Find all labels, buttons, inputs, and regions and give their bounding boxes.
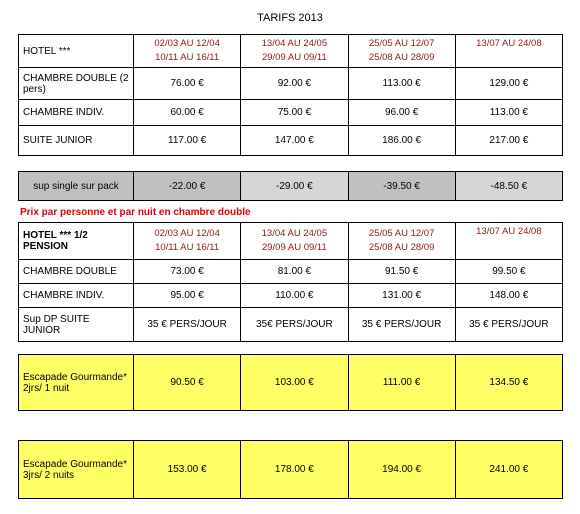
row-label: CHAMBRE DOUBLE (2 pers): [19, 68, 134, 100]
table-row: [19, 126, 563, 156]
price-cell: 111.00 €: [348, 355, 455, 411]
price-cell: 131.00 €: [348, 284, 455, 308]
price-cell: 35 € PERS/JOUR: [348, 308, 455, 342]
price-cell: 194.00 €: [348, 441, 455, 499]
table-row: [19, 68, 563, 100]
price-cell: 148.00 €: [455, 284, 562, 308]
price-cell: 117.00 €: [134, 126, 241, 156]
row-label: sup single sur pack: [19, 172, 134, 201]
price-cell: -29.00 €: [241, 172, 348, 201]
price-cell: 153.00 €: [134, 441, 241, 499]
table-header-row: [19, 223, 563, 260]
hotel-header-label: HOTEL ***: [19, 35, 134, 68]
half-board-rates-table: [18, 222, 563, 342]
period-header: 13/07 AU 24/08: [455, 223, 562, 260]
period-header: 13/04 AU 24/05 29/09 AU 09/11: [241, 223, 348, 260]
price-cell: -22.00 €: [134, 172, 241, 201]
hotel-rates-table: [18, 34, 563, 156]
price-cell: 96.00 €: [348, 100, 455, 126]
table-row: [19, 284, 563, 308]
table-header-row: [19, 35, 563, 68]
sup-single-table: [18, 171, 563, 201]
price-cell: 186.00 €: [348, 126, 455, 156]
price-cell: 75.00 €: [241, 100, 348, 126]
price-cell: 35 € PERS/JOUR: [134, 308, 241, 342]
price-cell: 90.50 €: [134, 355, 241, 411]
table-row: [19, 355, 563, 411]
price-cell: 81.00 €: [241, 260, 348, 284]
price-cell: 134.50 €: [455, 355, 562, 411]
price-cell: 73.00 €: [134, 260, 241, 284]
page-title: TARIFS 2013: [257, 12, 323, 24]
period-header: 02/03 AU 12/04 10/11 AU 16/11: [134, 35, 241, 68]
price-cell: 35 € PERS/JOUR: [455, 308, 562, 342]
price-cell: 178.00 €: [241, 441, 348, 499]
price-cell: -39.50 €: [348, 172, 455, 201]
period-header: 25/05 AU 12/07 25/08 AU 28/09: [348, 223, 455, 260]
period-header: 02/03 AU 12/04 10/11 AU 16/11: [134, 223, 241, 260]
price-cell: 113.00 €: [455, 100, 562, 126]
period-header: 13/07 AU 24/08: [455, 35, 562, 68]
price-cell: 35€ PERS/JOUR: [241, 308, 348, 342]
table-row: [19, 260, 563, 284]
price-cell: 91.50 €: [348, 260, 455, 284]
price-cell: 60.00 €: [134, 100, 241, 126]
price-cell: -48.50 €: [455, 172, 562, 201]
price-cell: 113.00 €: [348, 68, 455, 100]
price-cell: 147.00 €: [241, 126, 348, 156]
table-row: [19, 441, 563, 499]
row-label: CHAMBRE DOUBLE: [19, 260, 134, 284]
row-label: Escapade Gourmande* 3jrs/ 2 nuits: [19, 441, 134, 499]
price-cell: 92.00 €: [241, 68, 348, 100]
escapade-1-table: [18, 354, 563, 411]
period-header: 13/04 AU 24/05 29/09 AU 09/11: [241, 35, 348, 68]
price-cell: 76.00 €: [134, 68, 241, 100]
price-cell: 99.50 €: [455, 260, 562, 284]
price-cell: 95.00 €: [134, 284, 241, 308]
price-cell: 217.00 €: [455, 126, 562, 156]
row-label: CHAMBRE INDIV.: [19, 100, 134, 126]
row-label: Escapade Gourmande* 2jrs/ 1 nuit: [19, 355, 134, 411]
price-cell: 110.00 €: [241, 284, 348, 308]
table-row: [19, 308, 563, 342]
row-label: Sup DP SUITE JUNIOR: [19, 308, 134, 342]
row-label: SUITE JUNIOR: [19, 126, 134, 156]
escapade-2-table: [18, 440, 563, 499]
row-label: CHAMBRE INDIV.: [19, 284, 134, 308]
price-cell: 129.00 €: [455, 68, 562, 100]
price-cell: 241.00 €: [455, 441, 562, 499]
period-header: 25/05 AU 12/07 25/08 AU 28/09: [348, 35, 455, 68]
table-row: [19, 100, 563, 126]
hotel-header-label: HOTEL *** 1/2 PENSION: [19, 223, 134, 260]
table-row: [19, 172, 563, 201]
price-cell: 103.00 €: [241, 355, 348, 411]
price-note: Prix par personne et par nuit en chambre double: [20, 207, 251, 218]
